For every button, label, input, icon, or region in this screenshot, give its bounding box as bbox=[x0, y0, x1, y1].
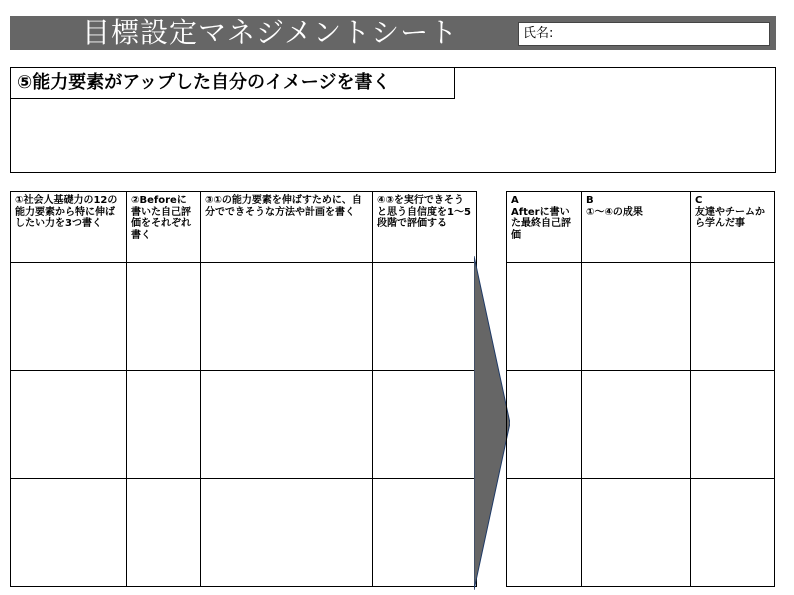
table-cell[interactable] bbox=[582, 371, 691, 479]
goal-label: ⑤能力要素がアップした自分のイメージを書く bbox=[17, 72, 391, 93]
table-cell[interactable] bbox=[11, 371, 127, 479]
table-cell[interactable] bbox=[201, 479, 373, 587]
table-cell[interactable] bbox=[201, 263, 373, 371]
table-row bbox=[11, 263, 477, 371]
header-text: Afterに書いた最終自己評価 bbox=[511, 206, 571, 241]
header-cell-learned bbox=[691, 192, 775, 263]
header-code: A bbox=[511, 195, 519, 206]
table-cell[interactable] bbox=[507, 263, 582, 371]
table-row bbox=[11, 371, 477, 479]
header-text: 友達やチームから学んだ事 bbox=[695, 206, 765, 229]
header-cell-results bbox=[582, 192, 691, 263]
header-cell-plan: ③①の能力要素を伸ばすために、自分でできそうな方法や計画を書く bbox=[201, 192, 373, 263]
table-cell[interactable] bbox=[582, 263, 691, 371]
table-cell[interactable] bbox=[127, 263, 201, 371]
header-cell-confidence: ④③を実行できそうと思う自信度を1～5段階で評価する bbox=[373, 192, 477, 263]
header-cell-after bbox=[507, 192, 582, 263]
table-cell[interactable] bbox=[507, 479, 582, 587]
table-cell[interactable] bbox=[691, 263, 775, 371]
table-header-row bbox=[11, 192, 477, 263]
page-title: 目標設定マネジメントシート bbox=[82, 16, 459, 49]
table-cell[interactable] bbox=[373, 479, 477, 587]
table-cell[interactable] bbox=[691, 371, 775, 479]
table-cell[interactable] bbox=[373, 263, 477, 371]
table-cell[interactable] bbox=[11, 263, 127, 371]
table-header-row bbox=[507, 192, 775, 263]
header-text: ①～④の成果 bbox=[586, 206, 643, 218]
table-cell[interactable] bbox=[11, 479, 127, 587]
name-label: 氏名: bbox=[523, 26, 554, 41]
table-cell[interactable] bbox=[507, 371, 582, 479]
results-table bbox=[506, 191, 775, 587]
header-cell-before: ②Beforeに書いた自己評価をそれぞれ書く bbox=[127, 192, 201, 263]
header-code: C bbox=[695, 195, 703, 206]
table-cell[interactable] bbox=[373, 371, 477, 479]
arrow-right-icon bbox=[474, 256, 510, 590]
planning-table bbox=[10, 191, 477, 587]
table-cell[interactable] bbox=[201, 371, 373, 479]
table-row bbox=[11, 479, 477, 587]
table-row bbox=[507, 263, 775, 371]
table-row bbox=[507, 371, 775, 479]
goal-image-box[interactable] bbox=[10, 67, 776, 173]
table-cell[interactable] bbox=[127, 479, 201, 587]
header-cell-skills: ①社会人基礎力の12の能力要素から特に伸ばしたい力を3つ書く bbox=[11, 192, 127, 263]
table-row bbox=[507, 479, 775, 587]
table-cell[interactable] bbox=[582, 479, 691, 587]
goal-label-box bbox=[11, 68, 455, 99]
table-cell[interactable] bbox=[691, 479, 775, 587]
table-cell[interactable] bbox=[127, 371, 201, 479]
header-code: B bbox=[586, 195, 594, 206]
name-field[interactable] bbox=[518, 22, 770, 46]
